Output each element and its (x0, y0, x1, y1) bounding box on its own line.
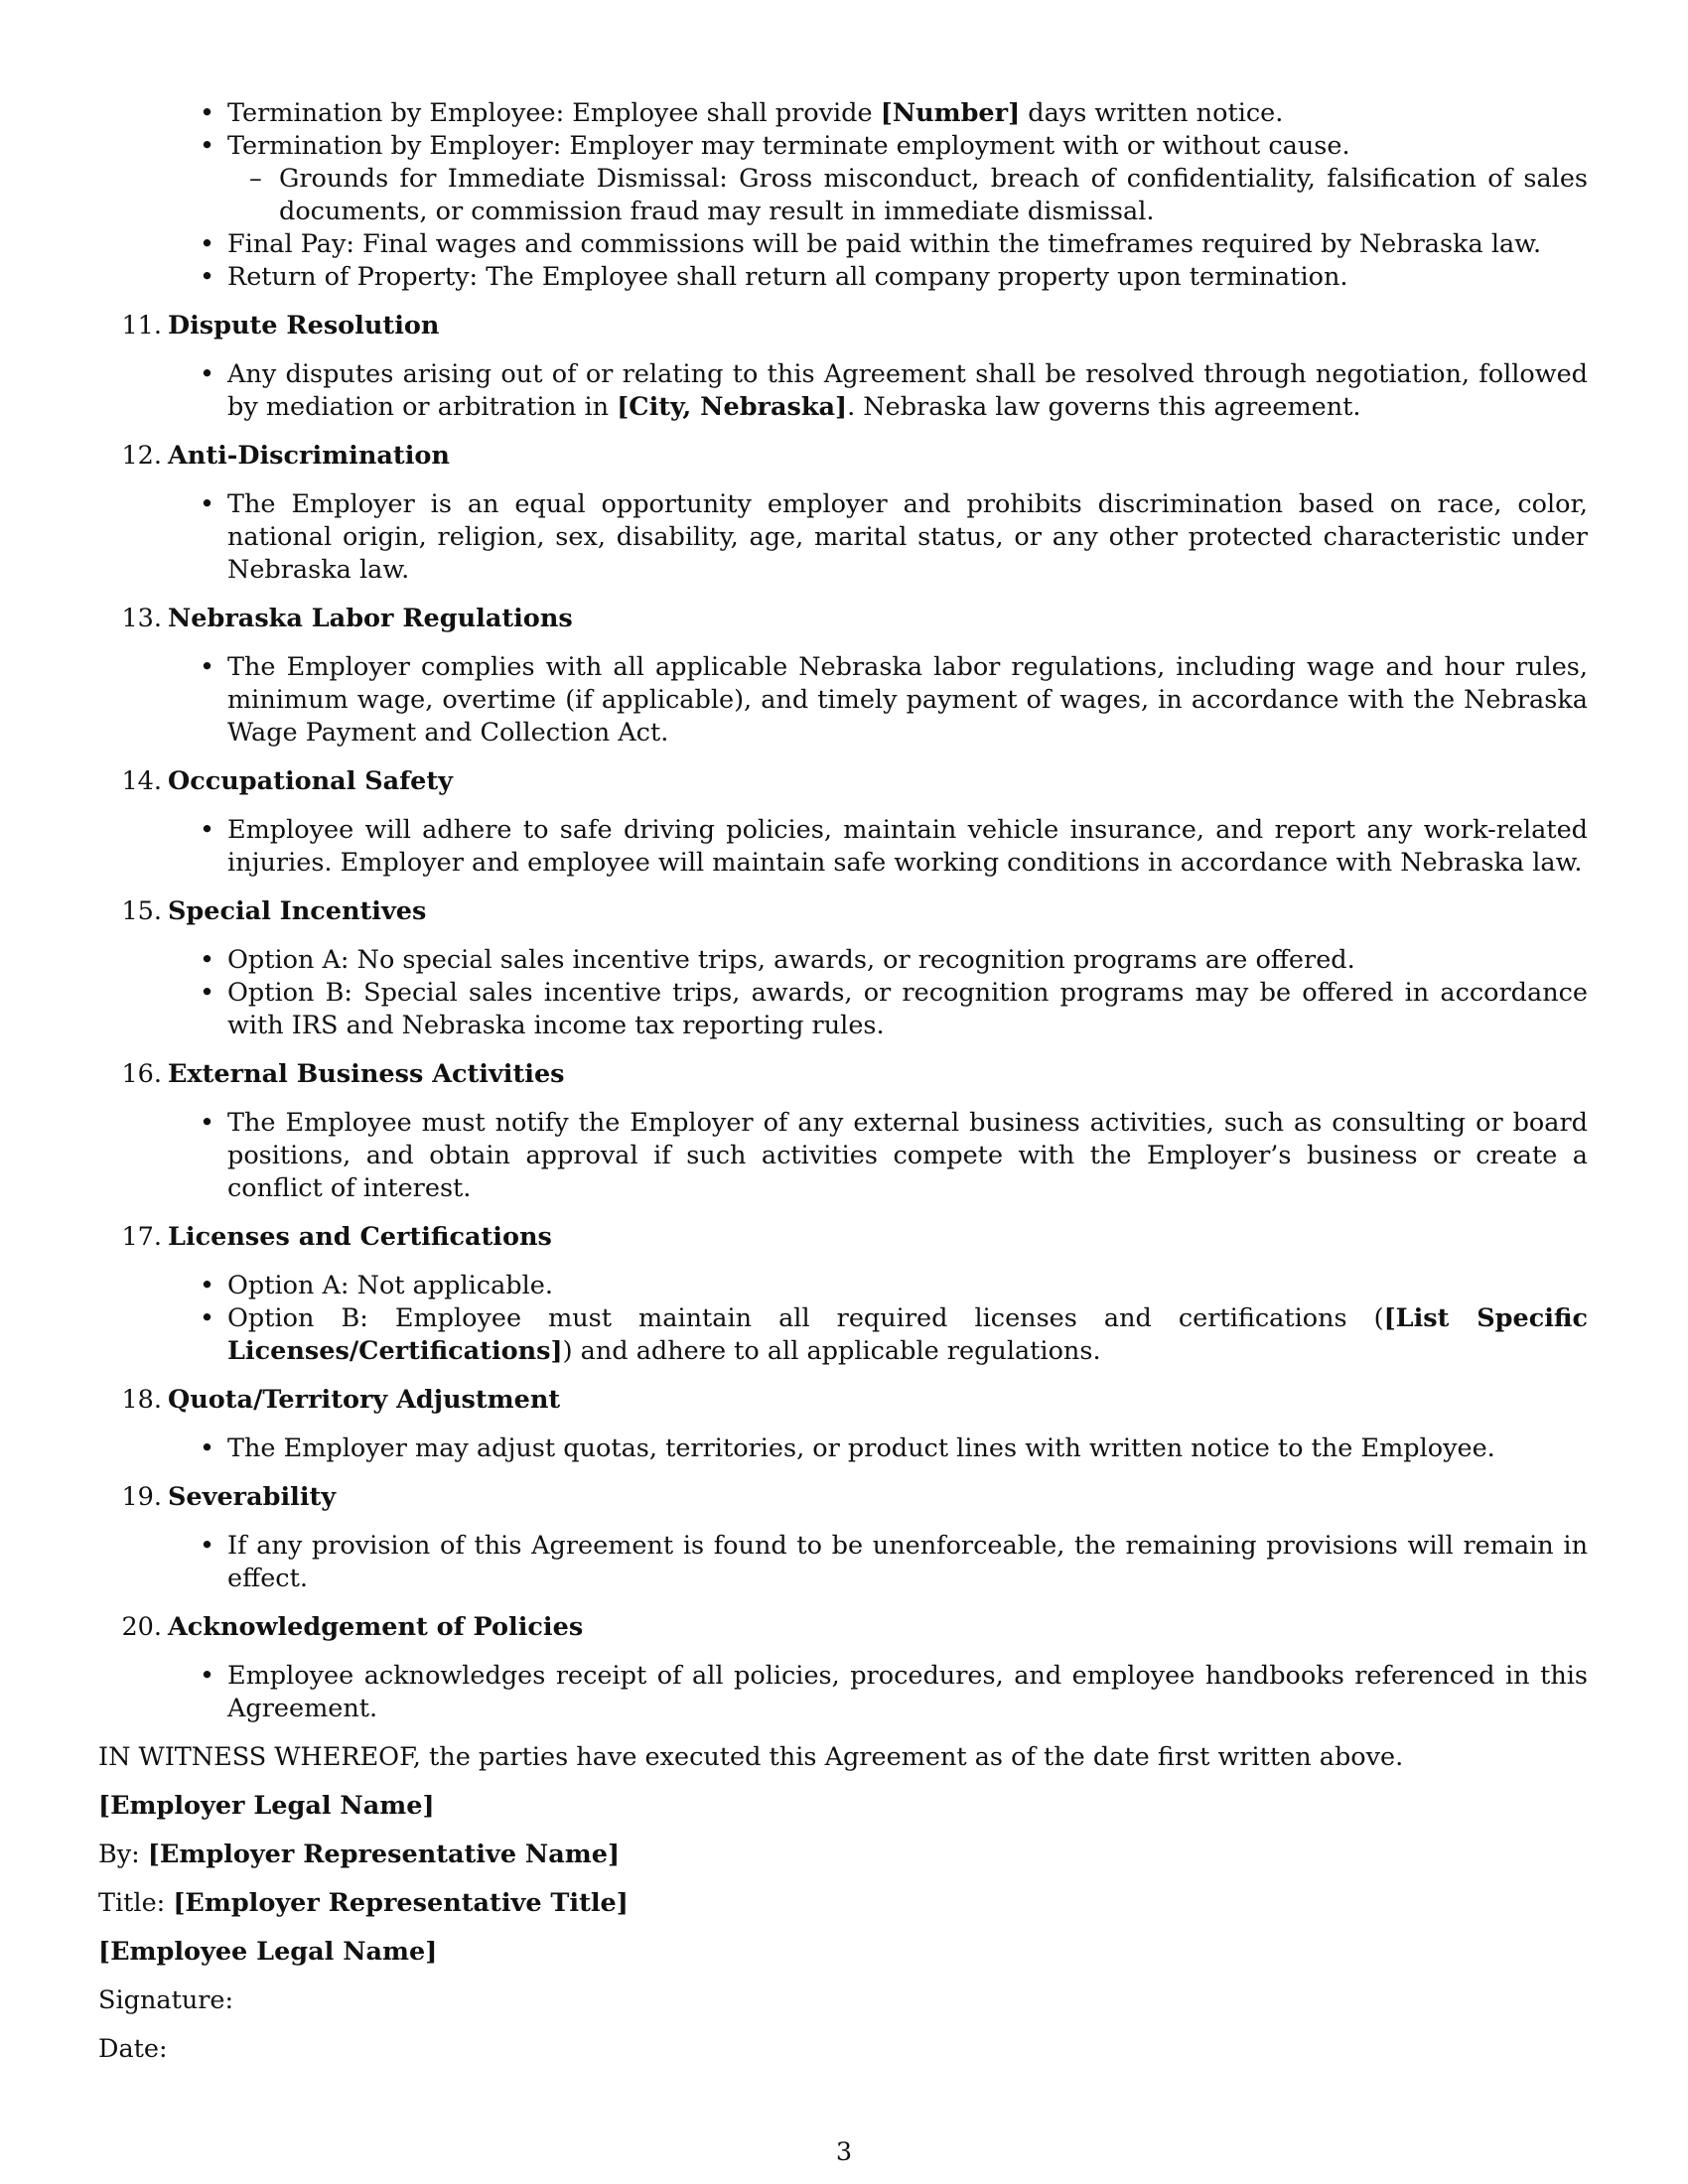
section-heading (98, 1481, 1588, 1514)
placeholder-number: [Number] (880, 98, 1021, 128)
section-13 (98, 603, 1588, 750)
section-heading (98, 895, 1588, 928)
section-11 (98, 310, 1588, 424)
section-bullet-list (98, 1433, 1588, 1465)
list-item: • Option B: Employee must maintain all required licenses and certifications ([List Specific Licenses/Certifications]) and adhere to all applicable regulations. (227, 1302, 1588, 1368)
list-item: • If any provision of this Agreement is found to be unenforceable, the remaining provisions will remain in effect. (227, 1530, 1588, 1595)
signature-field-label: Signature: (98, 1985, 234, 2015)
list-item: • Termination by Employer: Employer may terminate employment with or without cause. – Grounds for Immediate Dismissal: Gross misconduct, breach of confidentiality, falsification of sales documents, or commission fraud may result in immediate dismissal. (227, 130, 1588, 228)
section-heading (98, 603, 1588, 635)
section-title: Licenses and Certifications (168, 1222, 552, 1252)
section-15 (98, 895, 1588, 1042)
sub-list-item: – Grounds for Immediate Dismissal: Gross misconduct, breach of confidentiality, falsification of sales documents, or commission fraud may result in immediate dismissal. (279, 163, 1588, 228)
section-number: 17. (121, 1222, 162, 1252)
section-heading (98, 1384, 1588, 1417)
employer-title-line: Title: [Employer Representative Title] (98, 1888, 629, 1918)
section-heading (98, 765, 1588, 798)
termination-bullet-list (98, 97, 1588, 294)
section-heading (98, 310, 1588, 342)
employer-legal-name: [Employer Legal Name] (98, 1791, 435, 1821)
section-heading (98, 1611, 1588, 1644)
section-number: 15. (121, 896, 162, 926)
section-title: Severability (168, 1482, 337, 1512)
section-bullet-list (98, 944, 1588, 1042)
section-14 (98, 765, 1588, 880)
list-item: • The Employee must notify the Employer of any external business activities, such as consulting or board positions, and obtain approval if such activities compete with the Employer’s business or create a conflict of interest. (227, 1107, 1588, 1205)
list-item: • Option B: Special sales incentive trips, awards, or recognition programs may be offered in accordance with IRS and Nebraska income tax reporting rules. (227, 977, 1588, 1042)
employee-legal-name: [Employee Legal Name] (98, 1937, 438, 1967)
witness-clause: IN WITNESS WHEREOF, the parties have executed this Agreement as of the date first written above. (98, 1742, 1404, 1772)
placeholder-text: [City, Nebraska] (617, 392, 848, 422)
list-item: • Return of Property: The Employee shall return all company property upon termination. (227, 261, 1588, 294)
section-title: Quota/Territory Adjustment (168, 1385, 561, 1415)
section-19 (98, 1481, 1588, 1595)
section-heading (98, 1221, 1588, 1254)
section-20 (98, 1611, 1588, 1725)
section-16 (98, 1058, 1588, 1205)
section-title: Anti-Discrimination (168, 441, 450, 471)
list-item: • The Employer may adjust quotas, territories, or product lines with written notice to the Employee. (227, 1433, 1588, 1465)
list-item: • The Employer complies with all applicable Nebraska labor regulations, including wage and hour rules, minimum wage, overtime (if applicable), and timely payment of wages, in accordance with the Nebraska Wage Payment and Collection Act. (227, 651, 1588, 750)
section-number: 19. (121, 1482, 162, 1512)
section-18 (98, 1384, 1588, 1465)
section-title: External Business Activities (168, 1059, 565, 1089)
section-bullet-list (98, 358, 1588, 424)
section-title: Special Incentives (168, 896, 427, 926)
employer-by-line: By: [Employer Representative Name] (98, 1840, 621, 1869)
section-number: 18. (121, 1385, 162, 1415)
list-item: • Final Pay: Final wages and commissions will be paid within the timeframes required by Nebraska law. (227, 228, 1588, 261)
section-number: 11. (121, 311, 162, 341)
section-number: 20. (121, 1612, 162, 1642)
list-item: • Any disputes arising out of or relating to this Agreement shall be resolved through negotiation, followed by mediation or arbitration in [City, Nebraska]. Nebraska law governs this agreement. (227, 358, 1588, 424)
list-item: • Option A: No special sales incentive trips, awards, or recognition programs are offered. (227, 944, 1588, 977)
section-title: Acknowledgement of Policies (168, 1612, 584, 1642)
section-number: 14. (121, 766, 162, 796)
section-bullet-list (98, 1660, 1588, 1725)
page-number: 3 (835, 2137, 853, 2167)
section-heading (98, 440, 1588, 473)
placeholder-text: [List Specific Licenses/Certifications] (227, 1303, 1588, 1366)
section-12 (98, 440, 1588, 587)
section-number: 13. (121, 604, 162, 633)
date-field-label: Date: (98, 2034, 168, 2064)
sections-container (98, 310, 1588, 1725)
section-title: Nebraska Labor Regulations (168, 604, 573, 633)
section-17 (98, 1221, 1588, 1368)
section-bullet-list (98, 488, 1588, 587)
section-bullet-list (98, 1270, 1588, 1368)
section-number: 12. (121, 441, 162, 471)
sub-list (227, 163, 1588, 228)
section-bullet-list (98, 1530, 1588, 1595)
list-item: • Termination by Employee: Employee shall provide [Number] days written notice. (227, 97, 1588, 130)
section-number: 16. (121, 1059, 162, 1089)
section-title: Occupational Safety (168, 766, 453, 796)
section-heading (98, 1058, 1588, 1091)
list-item: • Employee acknowledges receipt of all policies, procedures, and employee handbooks referenced in this Agreement. (227, 1660, 1588, 1725)
section-bullet-list (98, 651, 1588, 750)
list-item: • The Employer is an equal opportunity employer and prohibits discrimination based on race, color, national origin, religion, sex, disability, age, marital status, or any other protected characteristic under Nebraska law. (227, 488, 1588, 587)
section-title: Dispute Resolution (168, 311, 440, 341)
list-item: • Employee will adhere to safe driving policies, maintain vehicle insurance, and report any work-related injuries. Employer and employee will maintain safe working conditions in accordance with Nebraska law. (227, 814, 1588, 880)
list-item: • Option A: Not applicable. (227, 1270, 1588, 1302)
section-bullet-list (98, 1107, 1588, 1205)
section-bullet-list (98, 814, 1588, 880)
document-page (98, 97, 1588, 2066)
